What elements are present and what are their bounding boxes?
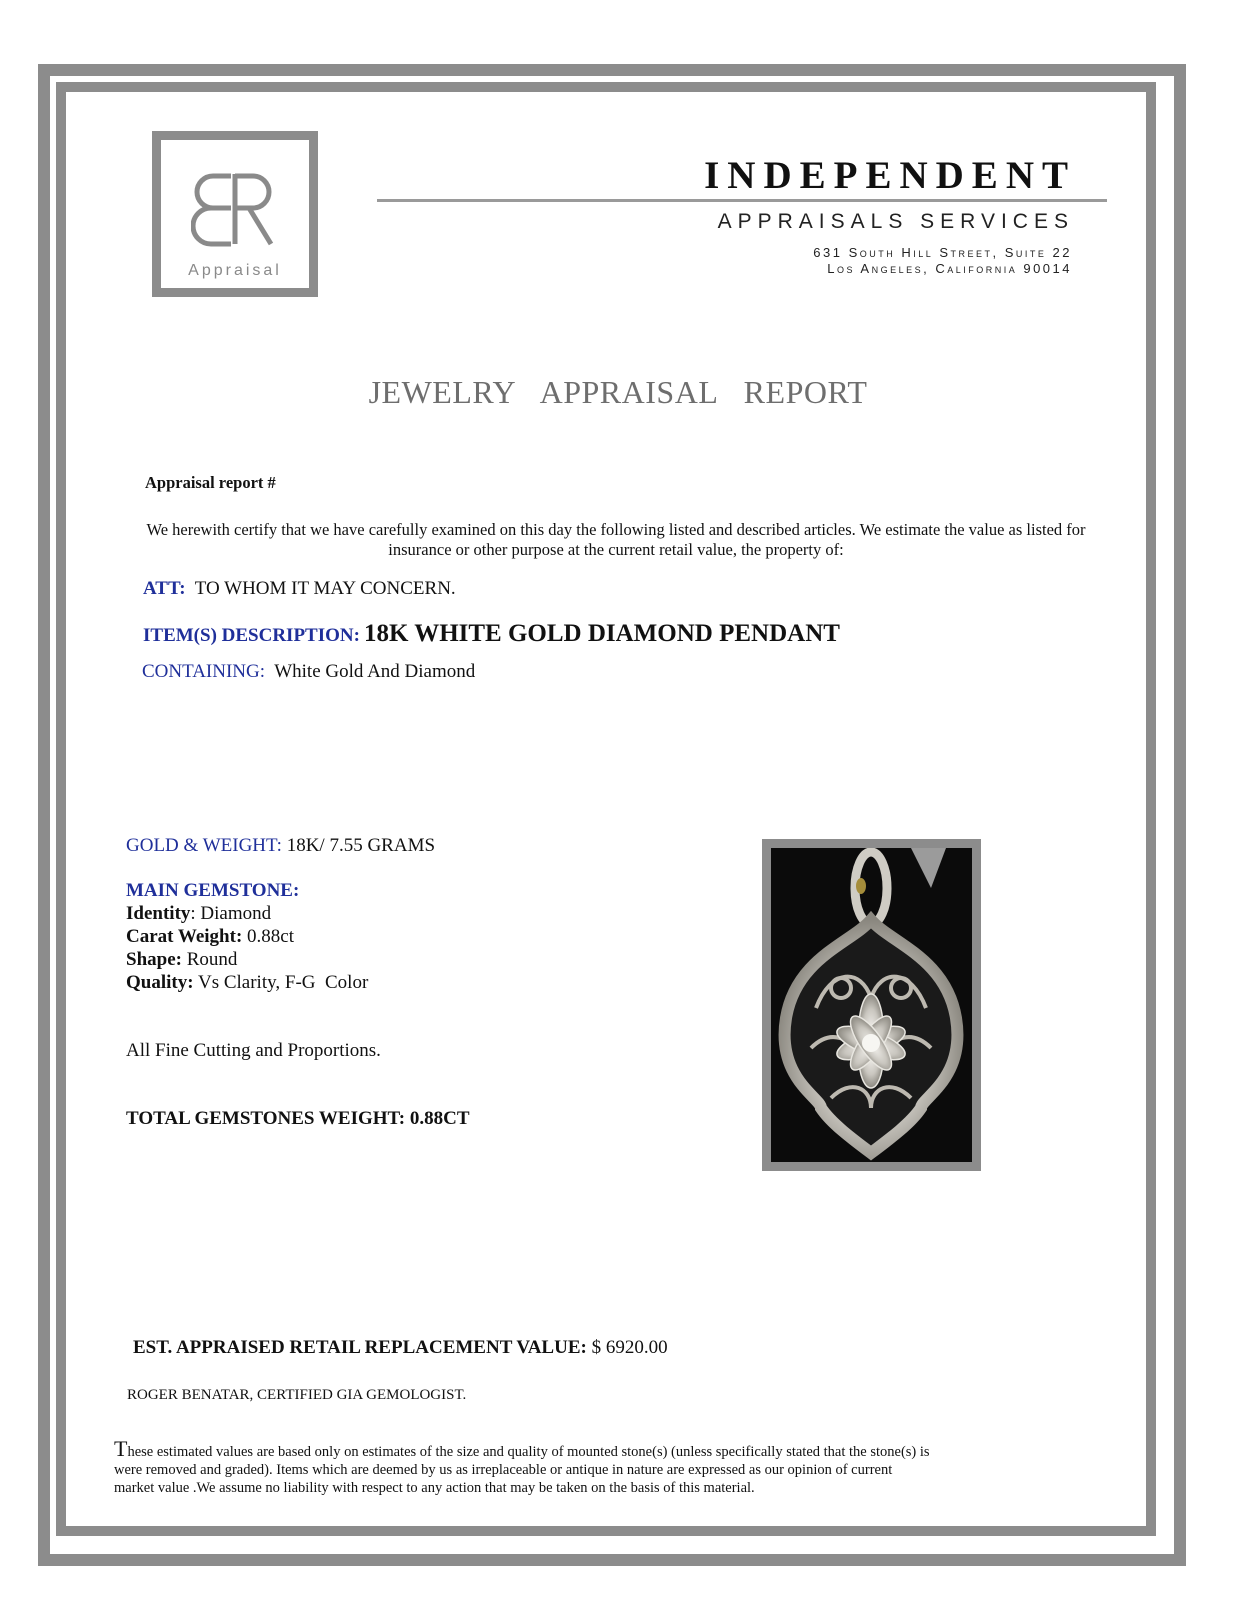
disclaimer-line-3: market value .We assume no liability with respect to any action that may be taken on the basis of this material.: [114, 1480, 755, 1496]
item-description-row: [143, 620, 840, 648]
company-subtitle: APPRAISALS SERVICES: [717, 210, 1074, 233]
report-number-label: Appraisal report #: [145, 473, 276, 492]
disclaimer-drop-cap: T: [114, 1436, 128, 1461]
appraised-value-row: [133, 1337, 668, 1359]
carat-label: Carat Weight:: [126, 926, 243, 947]
containing-value: White Gold And Diamond: [274, 661, 476, 682]
disclaimer: [114, 1436, 1024, 1497]
carat-value: 0.88ct: [247, 926, 294, 947]
appraised-value-label: EST. APPRAISED RETAIL REPLACEMENT VALUE:: [133, 1337, 587, 1358]
item-description-label: ITEM(S) DESCRIPTION:: [143, 625, 360, 646]
shape-value: Round: [186, 949, 238, 970]
main-gemstone-heading: MAIN GEMSTONE:: [126, 880, 300, 901]
quality-row: [126, 972, 368, 994]
br-monogram-icon: [191, 170, 281, 250]
gold-weight-row: [126, 835, 435, 857]
disclaimer-line-1: [114, 1436, 1024, 1461]
gemologist-signature: ROGER BENATAR, CERTIFIED GIA GEMOLOGIST.: [127, 1387, 467, 1403]
pendant-photo: [762, 839, 981, 1171]
appraisal-logo: [152, 131, 318, 297]
company-name: INDEPENDENT: [704, 154, 1076, 197]
identity-label: Identity: [126, 903, 191, 924]
report-title: JEWELRY APPRAISAL REPORT: [368, 374, 868, 410]
logo-subtitle: Appraisal: [188, 262, 282, 279]
address-line-1: 631 South Hill Street, Suite 22: [813, 245, 1072, 260]
disclaimer-line-2: were removed and graded). Items which are deemed by us as irreplaceable or antique in nature are expressed as our opinion of current: [114, 1462, 893, 1478]
disclaimer-line-1-text: hese estimated values are based only on estimates of the size and quality of mounted stone(s) (unless specifically stated that the stone(s) is: [127, 1444, 930, 1460]
quality-label: Quality:: [126, 972, 194, 993]
inner-border: [56, 82, 1156, 1536]
header-rule: [377, 199, 1107, 202]
total-gemstones-weight: TOTAL GEMSTONES WEIGHT: 0.88CT: [126, 1108, 470, 1129]
att-row: [143, 578, 456, 600]
cutting-note: All Fine Cutting and Proportions.: [126, 1040, 381, 1061]
att-label: ATT:: [143, 578, 186, 599]
shape-row: [126, 949, 237, 971]
carat-row: [126, 926, 294, 948]
quality-value: Vs Clarity, F-G Color: [197, 972, 369, 993]
containing-label: CONTAINING:: [142, 661, 266, 682]
item-description-value: 18K WHITE GOLD DIAMOND PENDANT: [363, 620, 840, 647]
containing-row: [142, 661, 475, 683]
certification-text: We herewith certify that we have carefully examined on this day the following listed and described articles. We estimate the value as listed for insurance or other purpose at the current retail value, the property of:: [146, 520, 1086, 559]
gold-weight-value: 18K/ 7.55 GRAMS: [286, 835, 436, 856]
shape-label: Shape:: [126, 949, 182, 970]
appraised-value-amount: $ 6920.00: [591, 1337, 668, 1358]
identity-value: : Diamond: [190, 903, 272, 924]
gold-weight-label: GOLD & WEIGHT:: [126, 835, 282, 856]
pendant-illustration: [771, 848, 972, 1162]
address-line-2: Los Angeles, California 90014: [827, 261, 1072, 276]
identity-row: [126, 903, 271, 925]
att-value: TO WHOM IT MAY CONCERN.: [194, 578, 456, 599]
